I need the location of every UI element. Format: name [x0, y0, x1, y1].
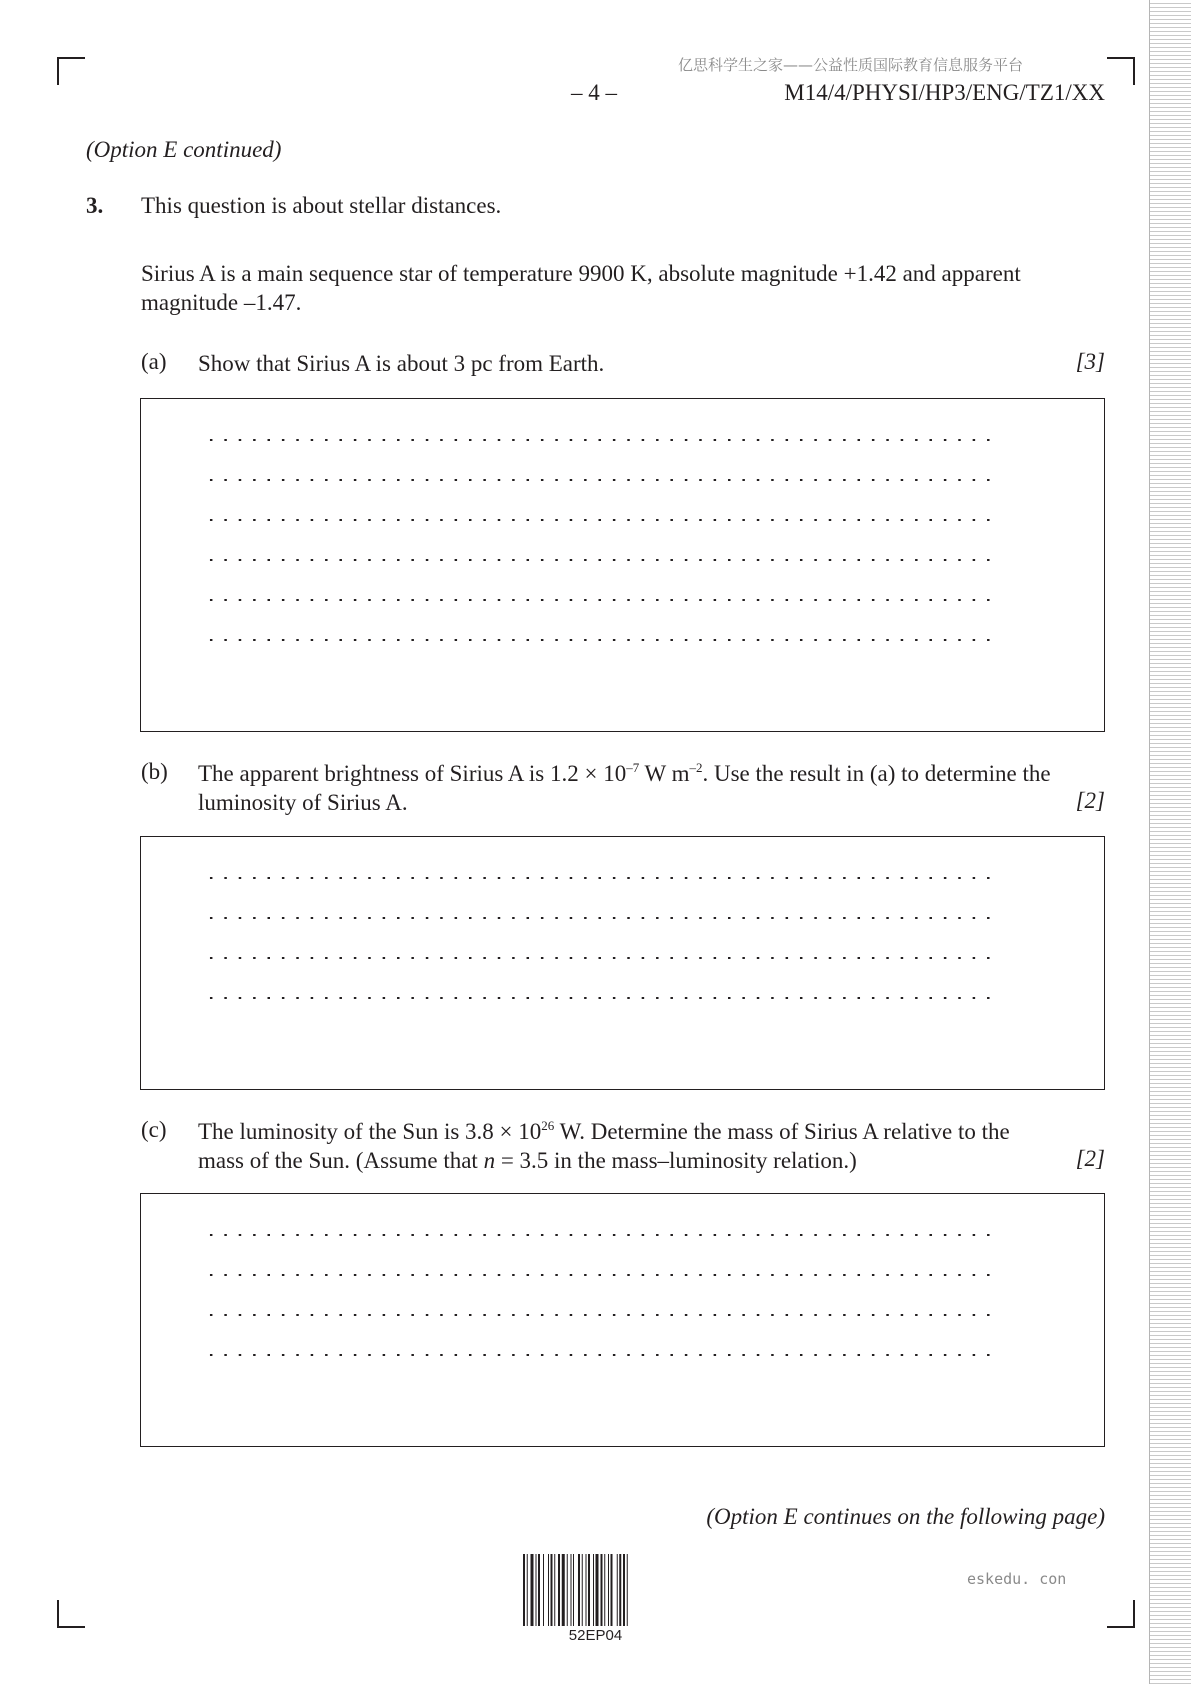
- page-number: – 4 –: [571, 80, 617, 105]
- answer-line: [204, 1354, 994, 1358]
- part-c-exponent: 26: [541, 1118, 555, 1133]
- paper-code: M14/4/PHYSI/HP3/ENG/TZ1/XX: [784, 80, 1105, 105]
- part-b-text-after: . Use the result in (a) to determine the luminosity of Sirius A.: [198, 761, 1051, 815]
- option-continued-label: (Option E continued): [86, 137, 282, 162]
- part-c-variable-n: n: [483, 1148, 496, 1173]
- answer-line: [204, 957, 994, 961]
- part-c-label: (c): [141, 1117, 167, 1142]
- answer-line: [204, 439, 994, 443]
- barcode-text: 52EP04: [568, 1627, 623, 1644]
- header-watermark: 亿思科学生之家——公益性质国际教育信息服务平台: [678, 56, 1024, 74]
- answer-line: [204, 599, 994, 603]
- answer-line: [204, 877, 994, 881]
- part-c-text-before: The luminosity of the Sun is 3.8 × 10: [198, 1119, 542, 1144]
- answer-line: [204, 559, 994, 563]
- part-b-text: [198, 759, 1058, 817]
- page-margin-strip: [1149, 0, 1191, 1684]
- footer-watermark: eskedu. con: [967, 1570, 1067, 1588]
- crop-mark-top-right: [1107, 57, 1135, 85]
- answer-box-a[interactable]: [140, 398, 1105, 732]
- answer-line: [204, 519, 994, 523]
- question-intro: This question is about stellar distances.: [141, 193, 502, 218]
- part-a-text: Show that Sirius A is about 3 pc from Earth.: [198, 351, 605, 376]
- answer-line: [204, 639, 994, 643]
- part-c-text-mid: W. Determine the mass of Sirius A relative to the mass of the Sun. (Assume that: [198, 1119, 1010, 1173]
- part-c-text: [198, 1117, 1058, 1175]
- crop-mark-bottom-right: [1107, 1600, 1135, 1628]
- part-b-exponent-2: –2: [689, 760, 703, 775]
- answer-line: [204, 917, 994, 921]
- part-b-exponent-1: –7: [626, 760, 640, 775]
- part-b-label: (b): [141, 759, 168, 784]
- crop-mark-top-left: [57, 57, 85, 85]
- part-b-marks: [2]: [1075, 788, 1105, 813]
- question-number: 3.: [86, 193, 104, 218]
- answer-line: [204, 997, 994, 1001]
- answer-line: [204, 1274, 994, 1278]
- answer-line: [204, 1314, 994, 1318]
- question-stem: Sirius A is a main sequence star of temperature 9900 K, absolute magnitude +1.42 and apparent magnitude –1.47.: [141, 261, 1021, 315]
- part-b-text-before: The apparent brightness of Sirius A is 1.2 × 10: [198, 761, 627, 786]
- barcode-image: [523, 1554, 668, 1626]
- crop-mark-bottom-left: [57, 1600, 85, 1628]
- answer-box-c[interactable]: [140, 1193, 1105, 1447]
- answer-line: [204, 479, 994, 483]
- part-c-marks: [2]: [1075, 1146, 1105, 1171]
- answer-line: [204, 1234, 994, 1238]
- part-a-label: (a): [141, 349, 167, 374]
- option-continues-note: (Option E continues on the following page): [706, 1504, 1105, 1529]
- part-a-marks: [3]: [1075, 349, 1105, 374]
- part-b-text-mid: W m: [639, 761, 690, 786]
- answer-box-b[interactable]: [140, 836, 1105, 1090]
- part-c-text-after: = 3.5 in the mass–luminosity relation.): [495, 1148, 857, 1173]
